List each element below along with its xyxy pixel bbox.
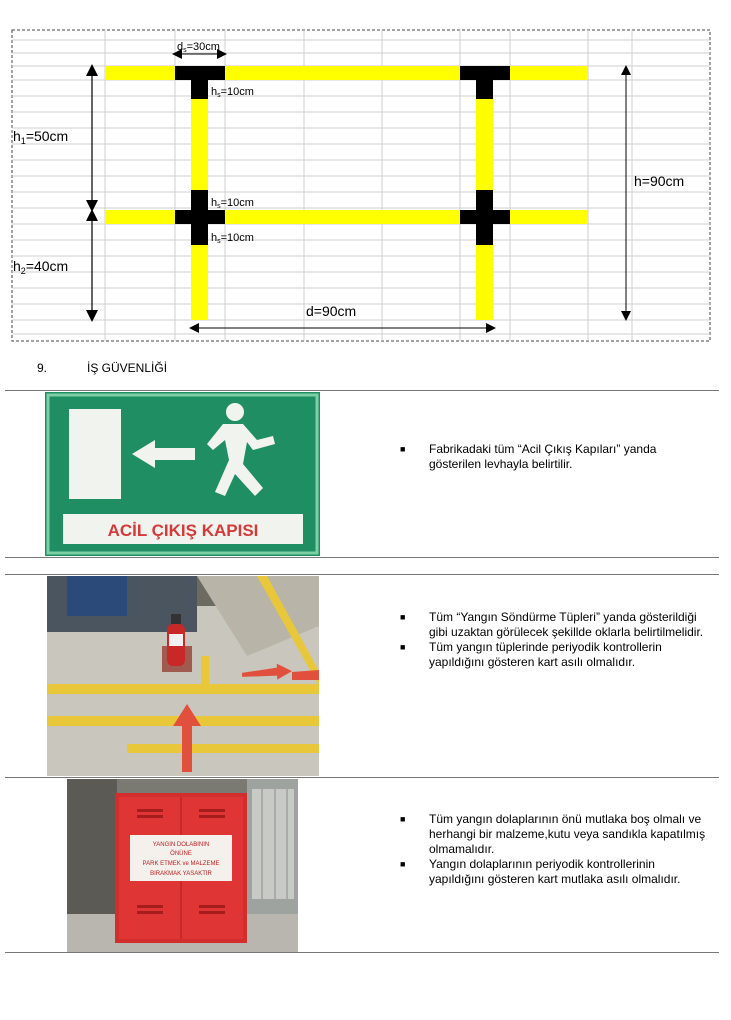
- d-total-label: d=90cm: [306, 303, 357, 319]
- cabinet-label-line: YANGIN DOLABININ: [152, 842, 210, 848]
- row-divider: [5, 777, 719, 778]
- exit-bullet-list: [400, 442, 710, 472]
- cabinet-label-line: PARK ETMEK ve MALZEME: [142, 861, 220, 867]
- list-item: ■ Fabrikadaki tüm “Acil Çıkış Kapıları” yanda gösterilen levhayla belirtilir.: [400, 442, 657, 471]
- list-item: ■ Tüm yangın dolaplarının önü mutlaka boş olmalı ve herhangi bir malzeme,kutu veya sandıkla kapatılmış olmamalıdır.: [400, 812, 706, 856]
- floor-marking-diagram: [0, 0, 731, 350]
- row-divider: [5, 574, 719, 575]
- fire-extinguisher-image: [47, 576, 319, 776]
- list-item: ■ Tüm yangın tüplerinde periyodik kontrollerin yapıldığını gösteren kart asılı olmalıdır.: [400, 640, 662, 669]
- row-divider: [5, 390, 719, 391]
- yellow-tape: [105, 66, 588, 320]
- cabinet-bullet-list: [400, 812, 710, 887]
- section-number: 9.: [37, 361, 48, 375]
- list-item: ■ Tüm “Yangın Söndürme Tüpleri” yanda gösterildiği gibi uzaktan görülecek şekillde oklarla belirtilmelidir.: [400, 610, 704, 639]
- row-divider: [5, 557, 719, 558]
- h-total-label: h=90cm: [634, 173, 685, 189]
- emergency-exit-sign-image: [45, 392, 320, 556]
- row-divider: [5, 952, 719, 953]
- h2-label: $h_2=40cm$: [13, 258, 69, 276]
- hs-top-label: hs=10cm: [211, 86, 254, 99]
- ds-label: ds=30cm: [177, 41, 220, 54]
- exit-sign-text: ACİL ÇIKIŞ KAPISI: [107, 521, 259, 540]
- cabinet-label-line: ÖNÜNE: [170, 851, 192, 857]
- hs-mid-above-label: hs=10cm: [211, 197, 254, 210]
- h1-label: $h_1=50cm$: [13, 128, 69, 146]
- running-person-icon: [226, 403, 244, 421]
- section-title: İŞ GÜVENLİĞİ: [87, 361, 168, 375]
- cabinet-label-line: BIRAKMAK YASAKTIR: [150, 871, 212, 877]
- hs-mid-below-label: hs=10cm: [211, 232, 254, 245]
- extinguisher-bullet-list: [400, 610, 710, 670]
- list-item: ■ Yangın dolaplarının periyodik kontrollerinin yapıldığını gösteren kart mutlaka asılı olmalıdır.: [400, 857, 681, 886]
- fire-cabinet-image: [67, 779, 298, 952]
